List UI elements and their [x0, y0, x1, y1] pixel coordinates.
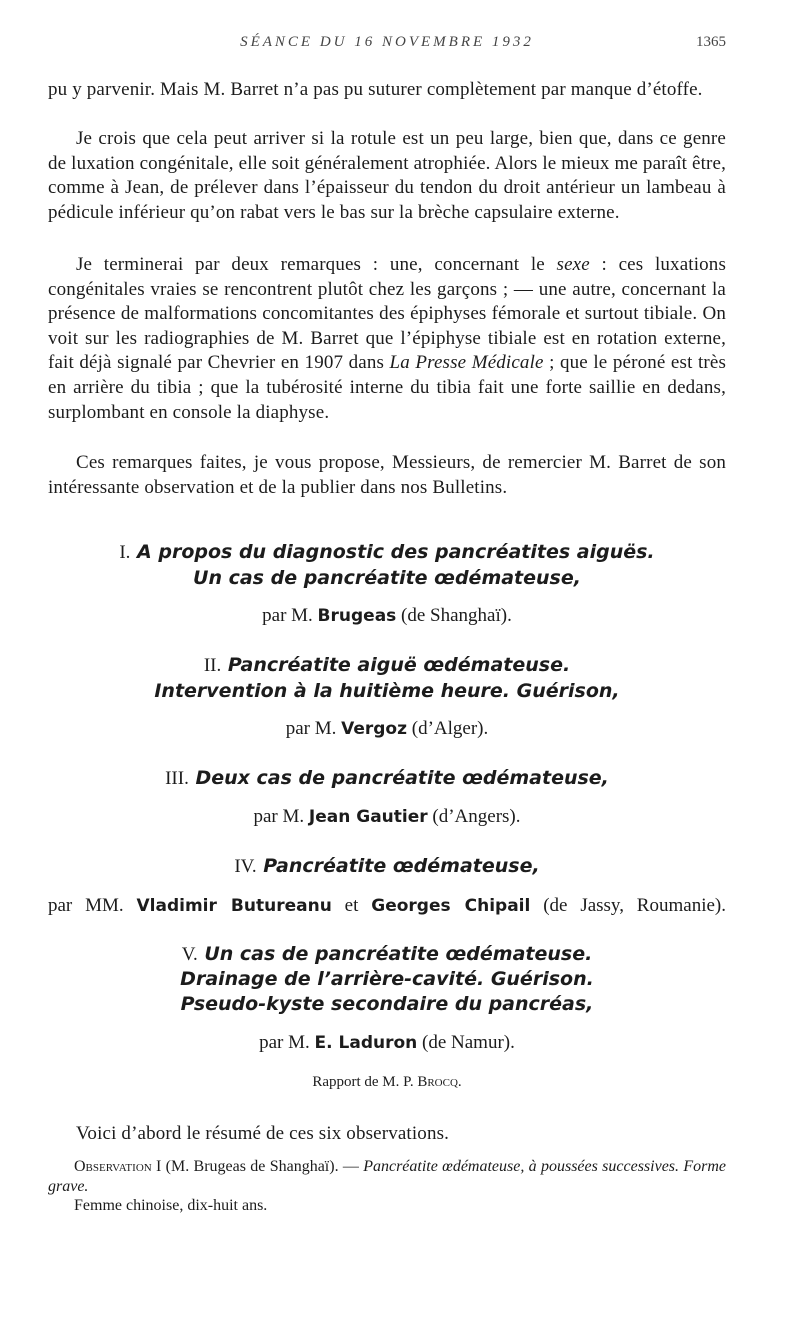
- article-5-number: V.: [181, 944, 198, 965]
- article-4-line-1-text: Pancréatite œdémateuse,: [263, 855, 540, 877]
- article-2-origin: (d’Alger).: [411, 718, 489, 739]
- article-5-title-line-1: [48, 943, 726, 966]
- article-3-byline: [48, 806, 726, 828]
- observation-patient: Femme chinoise, dix-huit ans.: [74, 1197, 268, 1214]
- article-4-author-2: Georges Chipail: [371, 896, 531, 916]
- article-2-author: Vergoz: [341, 719, 408, 739]
- article-4-byline: [48, 895, 726, 917]
- running-header: [48, 34, 726, 56]
- paragraph-3-journal: La Presse Médicale: [389, 352, 544, 374]
- article-5-origin: (de Namur).: [422, 1032, 515, 1053]
- page-number: 1365: [696, 34, 726, 50]
- rapport-name: Brocq.: [417, 1074, 462, 1090]
- article-5-title-line-2: Drainage de l’arrière-cavité. Guérison.: [180, 968, 594, 990]
- article-1-byline: [48, 605, 726, 627]
- article-1-origin: (de Shanghaï).: [401, 605, 512, 626]
- article-3-by: par M.: [253, 806, 305, 827]
- article-2-by: par M.: [285, 718, 337, 739]
- article-5-line-1-text: Un cas de pancréatite œdémateuse.: [204, 943, 593, 965]
- paragraph-3: [48, 253, 726, 425]
- resume-paragraph: Voici d’abord le résumé de ces six observations.: [76, 1123, 450, 1144]
- article-3-origin: (d’Angers).: [432, 806, 521, 827]
- article-4-number: IV.: [234, 856, 257, 877]
- paragraph-3-part-e: ; que le péroné est très en arrière du tibia ; que la tubérosité interne du tibia fait une forte saillie en dedans, surplombant en console la diaphyse.: [48, 352, 727, 423]
- article-3-author: Jean Gautier: [308, 807, 428, 827]
- observation-label: Observation I: [74, 1158, 162, 1175]
- article-2-byline: [48, 718, 726, 740]
- paragraph-3-part-c: : ces luxations congénitales vraies se rencontrent plutôt chez les garçons ; — une autre, concernant la présence de malformations concomitantes des épiphyses fémorale et surtout tibiale. On voit sur les radiographies de M. Barret que l’épiphyse tibiale est en rotation externe, fait déjà signalé par Chevrier en 1907 dans: [48, 254, 726, 374]
- page: [48, 0, 726, 1330]
- article-1-title-line-1: [48, 541, 726, 564]
- running-title: SÉANCE DU 16 NOVEMBRE 1932: [240, 34, 534, 50]
- observation-title: Pancréatite œdémateuse, à poussées successives. Forme grave.: [48, 1158, 727, 1195]
- article-4-by: par MM.: [48, 895, 124, 916]
- rapport-prefix: Rapport de M. P.: [312, 1074, 414, 1090]
- rapport-line: [48, 1074, 726, 1091]
- article-3-title-line-1: [48, 767, 726, 790]
- article-1-by: par M.: [262, 605, 313, 626]
- article-2-number: II.: [203, 655, 222, 676]
- article-1-author: Brugeas: [317, 606, 397, 626]
- article-5-title-line-3: Pseudo-kyste secondaire du pancréas,: [180, 993, 594, 1015]
- article-4-title-line-1: [48, 855, 726, 878]
- article-3-number: III.: [165, 768, 189, 789]
- article-1-title-line-2: Un cas de pancréatite œdémateuse,: [193, 567, 581, 589]
- observation-source: (M. Brugeas de Shanghaï). —: [165, 1158, 359, 1175]
- article-3-line-1-text: Deux cas de pancréatite œdémateuse,: [195, 767, 609, 789]
- article-5-author: E. Laduron: [314, 1033, 418, 1053]
- article-1-line-1-text: A propos du diagnostic des pancréatites aiguës.: [137, 541, 655, 563]
- observation-1: [48, 1157, 726, 1197]
- article-5-byline: [48, 1032, 726, 1054]
- paragraph-4: Ces remarques faites, je vous propose, Messieurs, de remercier M. Barret de son intéressante observation et de la publier dans nos Bulletins.: [48, 452, 726, 498]
- paragraph-2: Je crois que cela peut arriver si la rotule est un peu large, bien que, dans ce genre de luxation congénitale, elle soit généralement atrophiée. Alors le mieux me paraît être, comme à Jean, de prélever dans l’épaisseur du tendon du droit antérieur un lambeau à pédicule inférieur qu’on rabat vers le bas sur la brèche capsulaire externe.: [48, 128, 726, 223]
- article-1-number: I.: [119, 542, 131, 563]
- article-4-origin: (de Jassy, Roumanie).: [543, 895, 726, 916]
- paragraph-1: pu y parvenir. Mais M. Barret n’a pas pu suturer complètement par manque d’étoffe.: [48, 79, 703, 100]
- article-4-conj: et: [344, 895, 359, 916]
- article-2-title-line-2: Intervention à la huitième heure. Guérison,: [154, 680, 620, 702]
- article-2-line-1-text: Pancréatite aiguë œdémateuse.: [227, 654, 571, 676]
- paragraph-3-part-a: Je terminerai par deux remarques : une, concernant le: [76, 254, 557, 275]
- article-4-author: Vladimir Butureanu: [136, 896, 332, 916]
- article-5-by: par M.: [259, 1032, 310, 1053]
- article-2-title-line-1: [48, 654, 726, 677]
- paragraph-3-sexe: sexe: [556, 254, 590, 275]
